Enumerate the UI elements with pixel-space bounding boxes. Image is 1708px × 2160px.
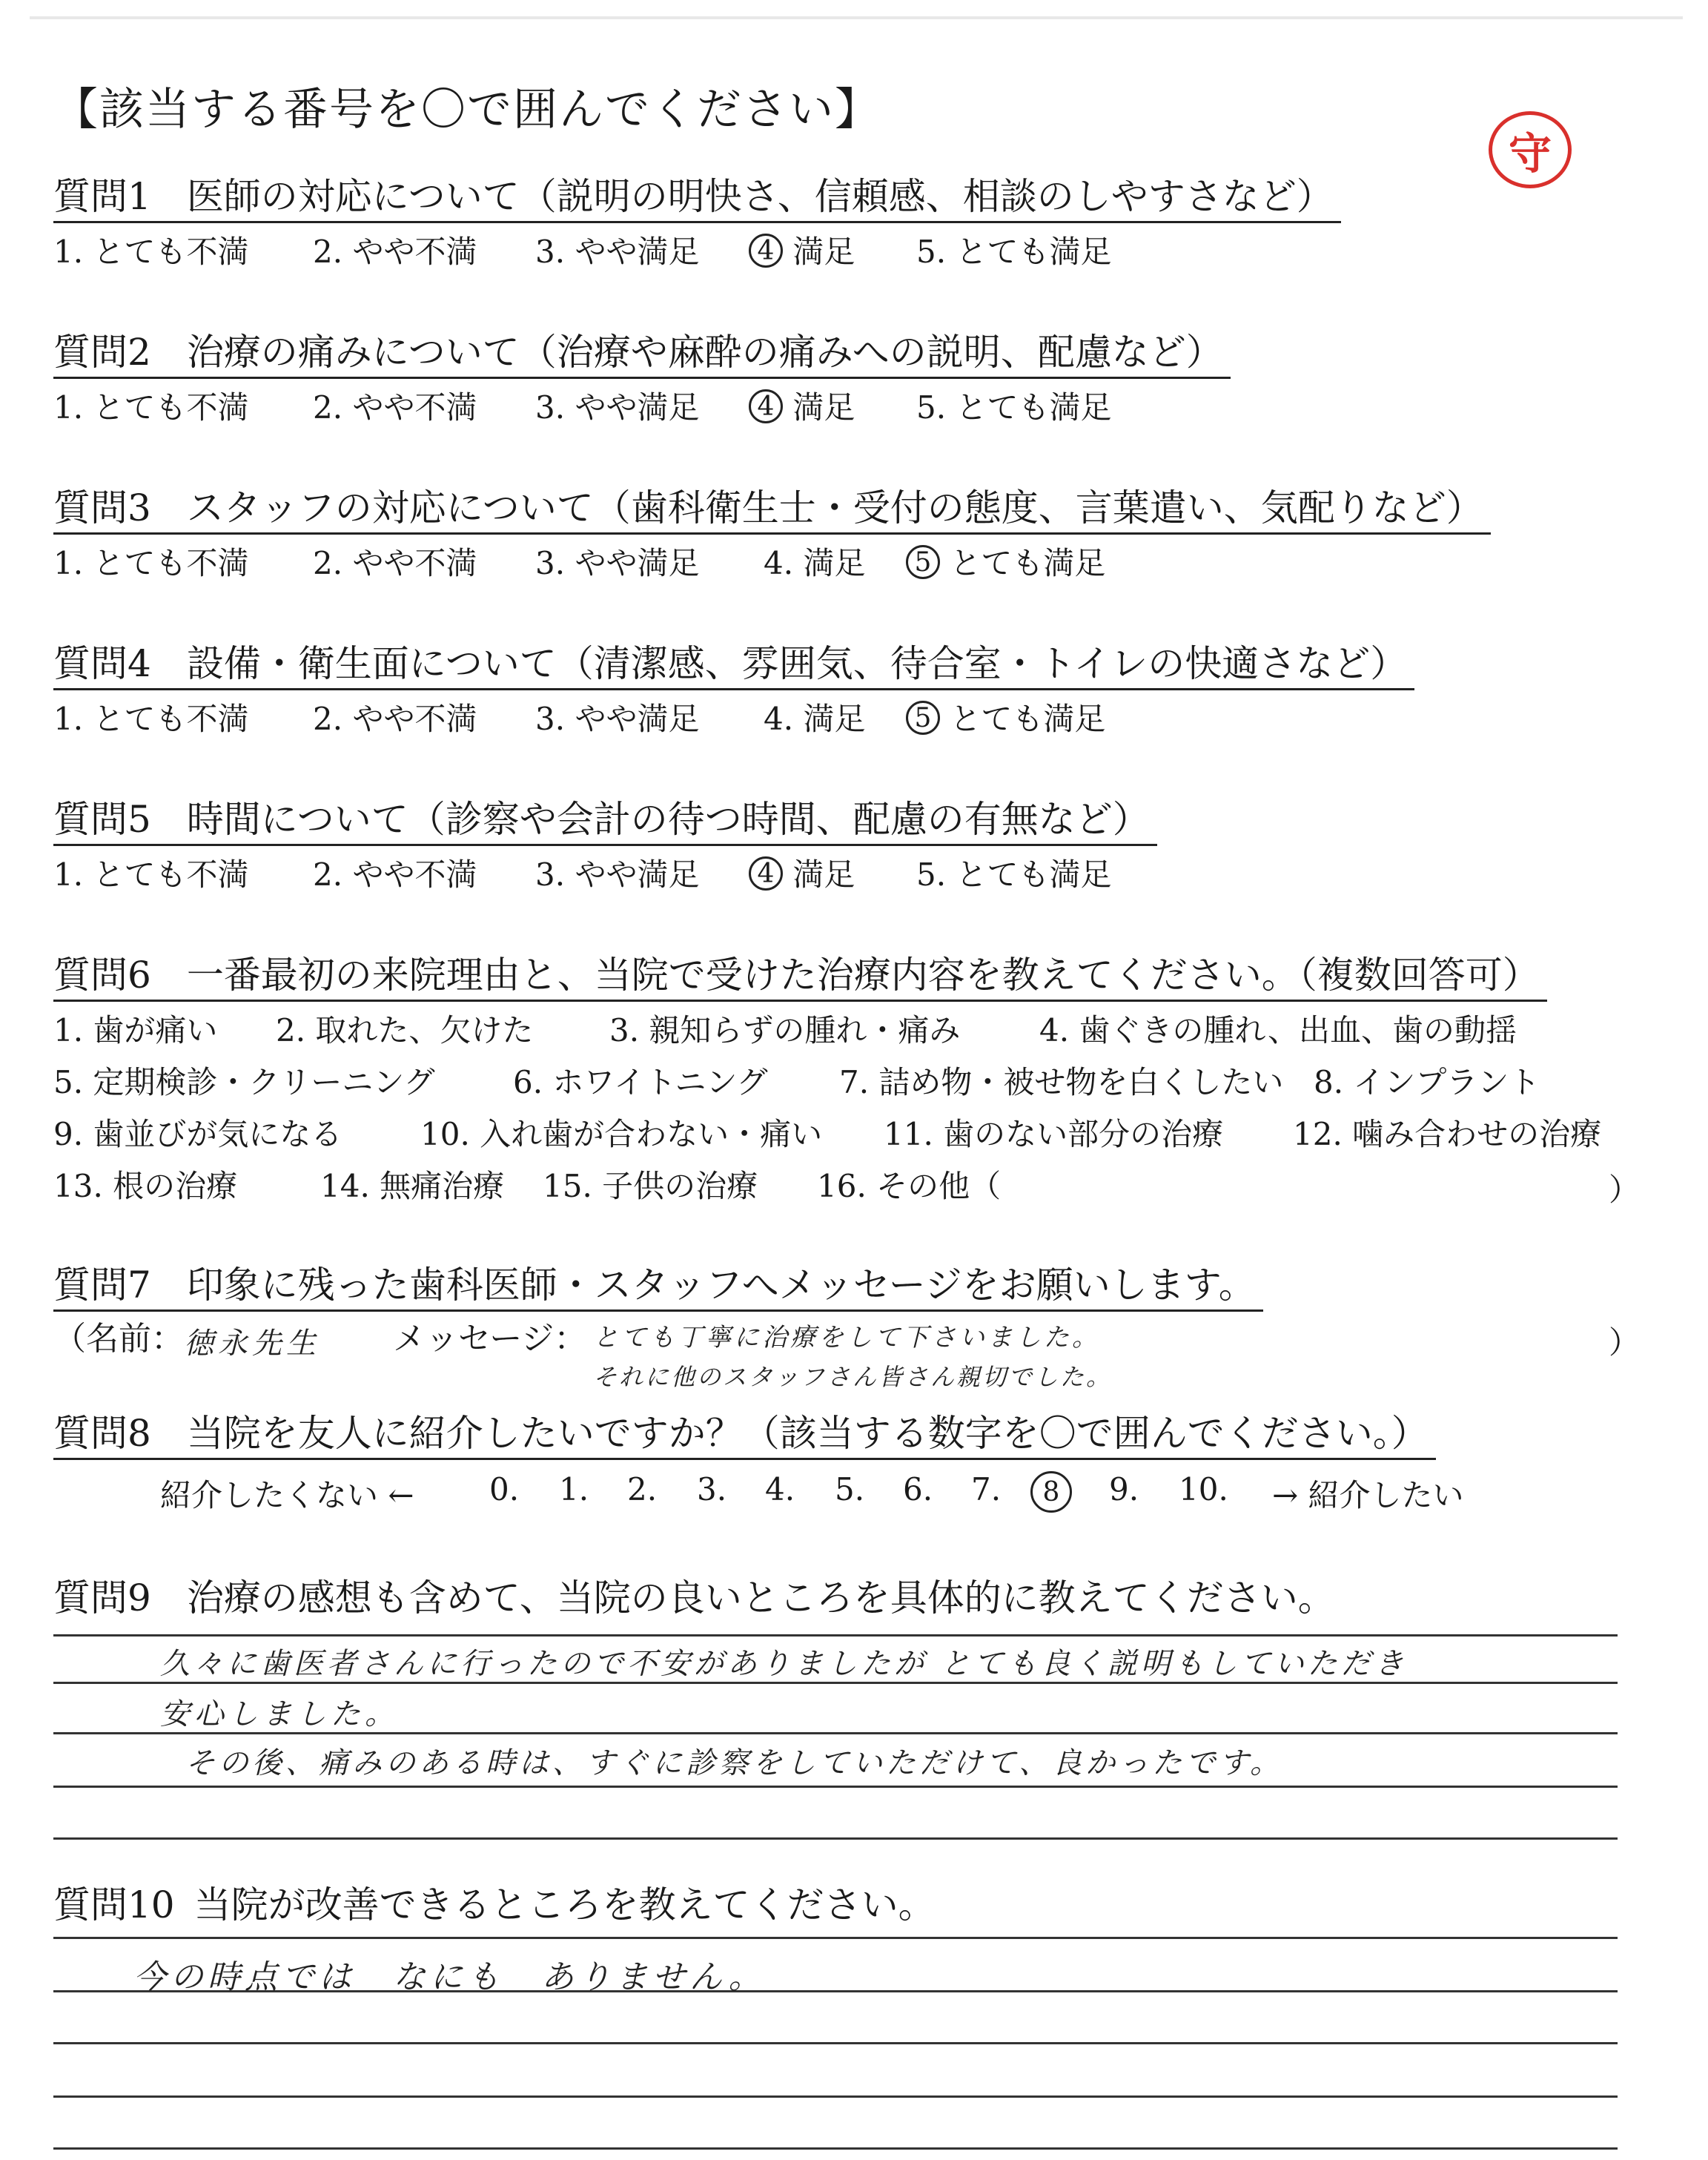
form-title: 【該当する番号を〇で囲んでください】 xyxy=(53,84,881,136)
option-2[interactable]: 2. やや不満 xyxy=(313,545,477,581)
q7-name-value[interactable]: 徳永先生 xyxy=(184,1327,320,1361)
q9-answer-line-2[interactable]: 安心しました。 xyxy=(160,1697,399,1731)
q7-message-line-1[interactable]: とても丁寧に治療をして下さいました。 xyxy=(593,1323,1100,1353)
question-4 xyxy=(53,639,1414,690)
q8-option-5[interactable]: 5. xyxy=(835,1471,865,1507)
question-number: 質問3 xyxy=(53,486,151,529)
question-2 xyxy=(53,328,1231,379)
q7-message-label: メッセージ： xyxy=(393,1320,587,1358)
question-text: 一番最初の来院理由と、当院で受けた治療内容を教えてください。（複数回答可） xyxy=(186,954,1540,997)
question-text: 当院が改善できるところを教えてください。 xyxy=(193,1883,936,1926)
question-number: 質問9 xyxy=(53,1576,151,1619)
question-text: 印象に残った歯科医師・スタッフへメッセージをお願いします。 xyxy=(186,1264,1256,1307)
question-text: 設備・衛生面について（清潔感、雰囲気、待合室・トイレの快適さなど） xyxy=(186,642,1408,685)
question-7 xyxy=(53,1261,1263,1312)
q6-option[interactable]: 12. 噛み合わせの治療 xyxy=(1293,1116,1602,1152)
q7-name-label: （名前： xyxy=(53,1320,184,1358)
q8-option-1[interactable]: 1. xyxy=(559,1471,589,1507)
question-6 xyxy=(53,951,1547,1002)
question-text: 治療の痛みについて（治療や麻酔の痛みへの説明、配慮など） xyxy=(186,331,1223,374)
question-number: 質問7 xyxy=(53,1264,151,1307)
answer-line xyxy=(53,1786,1618,1788)
option-2[interactable]: 2. やや不満 xyxy=(313,234,477,270)
q6-close-paren: ） xyxy=(1609,1172,1641,1208)
question-number: 質問5 xyxy=(53,798,151,841)
q7-close-paren: ） xyxy=(1609,1324,1641,1361)
option-4-selected[interactable]: 4 満足 xyxy=(749,231,855,273)
top-border xyxy=(30,16,1683,19)
option-3[interactable]: 3. やや満足 xyxy=(535,234,700,270)
question-number: 質問6 xyxy=(53,954,151,997)
option-3[interactable]: 3. やや満足 xyxy=(535,545,700,581)
answer-line xyxy=(53,2095,1618,2098)
question-text: スタッフの対応について（歯科衛生士・受付の態度、言葉遣い、気配りなど） xyxy=(186,486,1483,529)
option-2[interactable]: 2. やや不満 xyxy=(313,701,477,737)
answer-line xyxy=(53,1837,1618,1840)
q10-answer-line-1[interactable]: 今の時点では なにも ありません。 xyxy=(133,1958,766,1996)
q8-option-3[interactable]: 3. xyxy=(697,1471,727,1507)
question-text: 医師の対応について（説明の明快さ、信頼感、相談のしやすさなど） xyxy=(186,175,1334,218)
q9-answer-line-1[interactable]: 久々に歯医者さんに行ったので不安がありましたが とても良く説明もしていただき xyxy=(160,1647,1408,1681)
option-1[interactable]: 1. とても不満 xyxy=(53,856,249,893)
question-number: 質問8 xyxy=(53,1412,151,1455)
question-number: 質問4 xyxy=(53,642,151,685)
question-number: 質問10 xyxy=(53,1883,175,1926)
option-3[interactable]: 3. やや満足 xyxy=(535,389,700,426)
option-4-selected[interactable]: 4 満足 xyxy=(749,854,855,896)
answer-line xyxy=(53,2147,1618,2150)
question-9 xyxy=(53,1573,1335,1622)
option-1[interactable]: 1. とても不満 xyxy=(53,701,249,737)
q8-option-6[interactable]: 6. xyxy=(903,1471,933,1507)
q7-message-line-2[interactable]: それに他のスタッフさん皆さん親切でした。 xyxy=(593,1363,1113,1391)
selected-circle: 4 xyxy=(749,389,783,423)
q9-answer-line-3[interactable]: その後、痛みのある時は、すぐに診察をしていただけて、良かったです。 xyxy=(185,1746,1283,1780)
option-5[interactable]: 5. とても満足 xyxy=(916,389,1112,426)
q6-option[interactable]: 11. 歯のない部分の治療 xyxy=(884,1116,1224,1152)
option-5-selected[interactable]: 5 とても満足 xyxy=(906,543,1105,584)
question-5 xyxy=(53,795,1157,846)
q6-option[interactable]: 15. 子供の治療 xyxy=(543,1168,758,1204)
q8-option-10[interactable]: 10. xyxy=(1179,1471,1228,1507)
q6-option[interactable]: 9. 歯並びが気になる xyxy=(53,1116,342,1152)
question-1 xyxy=(53,172,1341,223)
q6-option[interactable]: 10. 入れ歯が合わない・痛い xyxy=(420,1116,823,1152)
selected-circle: 4 xyxy=(749,234,783,268)
question-text: 当院を友人に紹介したいですか？（該当する数字を〇で囲んでください。） xyxy=(186,1412,1429,1455)
selected-circle: 8 xyxy=(1030,1471,1072,1513)
answer-line xyxy=(53,1634,1618,1636)
answer-line xyxy=(53,2042,1618,2044)
option-3[interactable]: 3. やや満足 xyxy=(535,701,700,737)
selected-circle: 4 xyxy=(749,856,783,891)
option-2[interactable]: 2. やや不満 xyxy=(313,389,477,426)
q6-option[interactable]: 3. 親知らずの腫れ・痛み xyxy=(609,1012,961,1048)
stamp-seal: 守 xyxy=(1489,111,1572,188)
option-5[interactable]: 5. とても満足 xyxy=(916,234,1112,270)
q6-option[interactable]: 7. 詰め物・被せ物を白くしたい xyxy=(839,1064,1284,1100)
question-number: 質問2 xyxy=(53,331,151,374)
question-8 xyxy=(53,1409,1436,1460)
option-5-selected[interactable]: 5 とても満足 xyxy=(906,698,1105,740)
q8-option-9[interactable]: 9. xyxy=(1109,1471,1139,1507)
answer-line xyxy=(53,1937,1618,1939)
q8-left-label: 紹介したくない ← xyxy=(160,1477,414,1513)
q6-option[interactable]: 14. 無痛治療 xyxy=(320,1168,505,1204)
q8-option-4[interactable]: 4. xyxy=(765,1471,795,1507)
q6-option[interactable]: 5. 定期検診・クリーニング xyxy=(53,1064,435,1100)
q8-option-0[interactable]: 0. xyxy=(489,1471,520,1507)
q8-option-8-selected[interactable] xyxy=(1030,1471,1072,1513)
option-2[interactable]: 2. やや不満 xyxy=(313,856,477,893)
option-5[interactable]: 5. とても満足 xyxy=(916,856,1112,893)
question-10 xyxy=(53,1880,936,1929)
q6-option[interactable]: 6. ホワイトニング xyxy=(513,1064,768,1100)
question-text: 時間について（診察や会計の待つ時間、配慮の有無など） xyxy=(186,798,1150,841)
option-1[interactable]: 1. とても不満 xyxy=(53,389,249,426)
option-4-selected[interactable]: 4 満足 xyxy=(749,387,855,429)
q6-option[interactable]: 1. 歯が痛い xyxy=(53,1012,218,1048)
option-1[interactable]: 1. とても不満 xyxy=(53,234,249,270)
question-3 xyxy=(53,483,1491,535)
selected-circle: 5 xyxy=(906,701,940,735)
option-3[interactable]: 3. やや満足 xyxy=(535,856,700,893)
q8-right-label: → 紹介したい xyxy=(1272,1477,1464,1513)
q6-option[interactable]: 4. 歯ぐきの腫れ、出血、歯の動揺 xyxy=(1039,1012,1517,1048)
option-1[interactable]: 1. とても不満 xyxy=(53,545,249,581)
q8-option-2[interactable]: 2. xyxy=(627,1471,658,1507)
q6-option[interactable]: 13. 根の治療 xyxy=(53,1168,238,1204)
option-4[interactable]: 4. 満足 xyxy=(764,701,866,737)
q6-option-other[interactable]: 16. その他（ xyxy=(817,1168,1002,1204)
selected-circle: 5 xyxy=(906,545,940,579)
option-4[interactable]: 4. 満足 xyxy=(764,545,866,581)
question-number: 質問1 xyxy=(53,175,151,218)
q6-option[interactable]: 8. インプラント xyxy=(1314,1064,1540,1100)
q6-option[interactable]: 2. 取れた、欠けた xyxy=(276,1012,534,1048)
question-text: 治療の感想も含めて、当院の良いところを具体的に教えてください。 xyxy=(186,1576,1335,1619)
q8-option-7[interactable]: 7. xyxy=(971,1471,1002,1507)
